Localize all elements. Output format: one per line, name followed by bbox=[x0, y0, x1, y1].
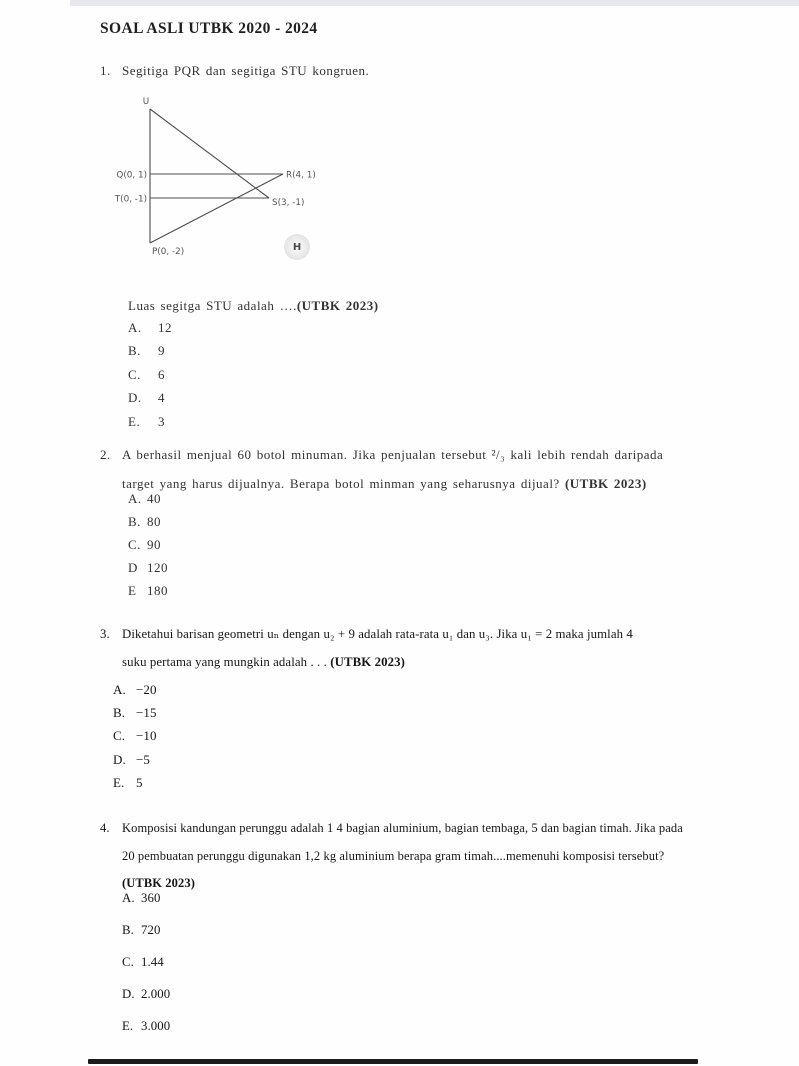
option-value: 40 bbox=[147, 491, 161, 506]
answer-option bbox=[113, 775, 157, 798]
line-pr bbox=[150, 174, 283, 243]
question-4 bbox=[100, 815, 750, 898]
option-letter: E bbox=[128, 582, 137, 598]
answer-option bbox=[122, 923, 170, 955]
question-number: 4. bbox=[100, 821, 110, 835]
option-letter: A. bbox=[113, 682, 126, 697]
watermark-letter: H bbox=[292, 241, 302, 253]
question-1-prompt bbox=[128, 298, 379, 314]
option-letter: B. bbox=[113, 705, 126, 721]
answer-option bbox=[128, 390, 172, 413]
answer-option bbox=[128, 514, 168, 537]
question-2 bbox=[100, 440, 740, 498]
source-tag: (UTBK 2023) bbox=[122, 876, 195, 890]
question-4-options bbox=[122, 891, 170, 1050]
text-segment: target yang harus dijualnya. Berapa botol minman yang seharusnya dijual? bbox=[122, 476, 565, 491]
answer-option bbox=[122, 1019, 170, 1051]
option-value: 2.000 bbox=[141, 986, 171, 1001]
option-value: 12 bbox=[158, 320, 172, 335]
option-letter: B. bbox=[122, 922, 134, 937]
point-label-s: S(3, -1) bbox=[272, 198, 305, 208]
option-letter: E. bbox=[128, 413, 141, 429]
question-3 bbox=[100, 621, 740, 676]
source-tag: (UTBK 2023) bbox=[330, 654, 405, 669]
scan-edge-strip bbox=[70, 0, 799, 6]
option-value: 80 bbox=[147, 513, 161, 529]
option-letter: D. bbox=[122, 986, 135, 1001]
option-letter: A. bbox=[128, 491, 142, 506]
option-value: 180 bbox=[147, 582, 168, 598]
option-value: 3.000 bbox=[141, 1018, 171, 1033]
point-label-p: P(0, -2) bbox=[152, 247, 185, 257]
question-text: Segitiga PQR dan segitiga STU kongruen. bbox=[122, 63, 370, 78]
fraction-two-thirds: ²/₃ bbox=[491, 447, 506, 462]
answer-option bbox=[128, 414, 172, 437]
question-1-options bbox=[128, 320, 172, 437]
question-3-options bbox=[113, 682, 157, 798]
answer-option bbox=[122, 955, 170, 987]
text-segment: A berhasil menjual 60 botol minuman. Jika penjualan tersebut bbox=[122, 447, 492, 462]
option-value: −5 bbox=[136, 751, 151, 767]
question-2-options bbox=[128, 491, 168, 605]
watermark-h-icon bbox=[284, 234, 310, 260]
option-value: −10 bbox=[136, 728, 157, 744]
option-letter: A. bbox=[122, 891, 135, 905]
source-tag: (UTBK 2023) bbox=[296, 298, 379, 313]
option-value: 90 bbox=[147, 536, 161, 552]
answer-option bbox=[128, 491, 168, 514]
answer-option bbox=[128, 320, 172, 343]
option-letter: C. bbox=[122, 954, 134, 969]
option-letter: C. bbox=[113, 728, 126, 744]
text-segment: 20 pembuatan perunggu digunakan 1,2 kg aluminium berapa gram timah....memenuhi komposisi tersebut? bbox=[122, 848, 665, 863]
option-value: 120 bbox=[147, 559, 168, 575]
option-value: 9 bbox=[158, 343, 165, 359]
option-letter: D bbox=[128, 559, 138, 575]
option-value: 4 bbox=[158, 390, 165, 406]
option-letter: E. bbox=[122, 1018, 134, 1033]
source-tag: (UTBK 2023) bbox=[564, 476, 647, 491]
option-value: 360 bbox=[141, 891, 161, 905]
question-text bbox=[122, 815, 683, 898]
option-letter: C. bbox=[128, 536, 141, 552]
option-value: 3 bbox=[158, 413, 165, 429]
point-label-q: Q(0, 1) bbox=[116, 170, 147, 181]
line-us bbox=[150, 109, 269, 198]
option-letter: C. bbox=[128, 366, 141, 382]
text-segment: suku pertama yang mungkin adalah . . . bbox=[122, 654, 331, 669]
option-value: 1.44 bbox=[141, 954, 164, 969]
answer-option bbox=[128, 343, 172, 366]
answer-option bbox=[122, 987, 170, 1019]
option-letter: D. bbox=[128, 390, 142, 406]
scan-bottom-bar bbox=[88, 1059, 698, 1064]
answer-option bbox=[128, 583, 168, 606]
point-label-r: R(4, 1) bbox=[286, 170, 316, 181]
option-letter: B. bbox=[128, 343, 141, 359]
answer-option bbox=[113, 705, 157, 728]
answer-option bbox=[128, 560, 168, 583]
question-number: 3. bbox=[100, 627, 110, 641]
answer-option bbox=[113, 682, 157, 705]
option-value: 6 bbox=[158, 366, 165, 382]
option-value: 5 bbox=[136, 774, 143, 790]
answer-option bbox=[128, 537, 168, 560]
question-number: 1. bbox=[100, 63, 111, 78]
prompt-text: Luas segitga STU adalah …. bbox=[128, 298, 297, 313]
page-title: SOAL ASLI UTBK 2020 - 2024 bbox=[100, 20, 318, 37]
option-letter: B. bbox=[128, 513, 141, 529]
question-number: 2. bbox=[100, 447, 111, 462]
option-letter: E. bbox=[113, 774, 125, 790]
text-segment: Komposisi kandungan perunggu adalah 1 4 bagian aluminium, bagian tembaga, 5 dan bagian timah. Jika pada bbox=[122, 821, 683, 835]
point-label-t: T(0, -1) bbox=[114, 194, 147, 205]
option-value: −20 bbox=[136, 682, 157, 697]
answer-option bbox=[113, 728, 157, 751]
option-value: 720 bbox=[141, 922, 161, 937]
answer-option bbox=[128, 367, 172, 390]
text-segment: Diketahui barisan geometri uₙ dengan u₂ + 9 adalah rata-rata u₁ dan u₃. Jika u₁ = 2 maka jumlah 4 bbox=[122, 627, 633, 641]
question-text bbox=[122, 621, 633, 676]
option-letter: D. bbox=[113, 751, 126, 767]
question-text bbox=[122, 440, 663, 498]
option-letter: A. bbox=[128, 320, 142, 335]
answer-option bbox=[122, 891, 170, 923]
answer-option bbox=[113, 752, 157, 775]
question-1 bbox=[100, 63, 369, 79]
option-value: −15 bbox=[136, 705, 157, 721]
point-label-u: U bbox=[142, 97, 150, 107]
text-segment: kali lebih rendah daripada bbox=[505, 447, 664, 462]
